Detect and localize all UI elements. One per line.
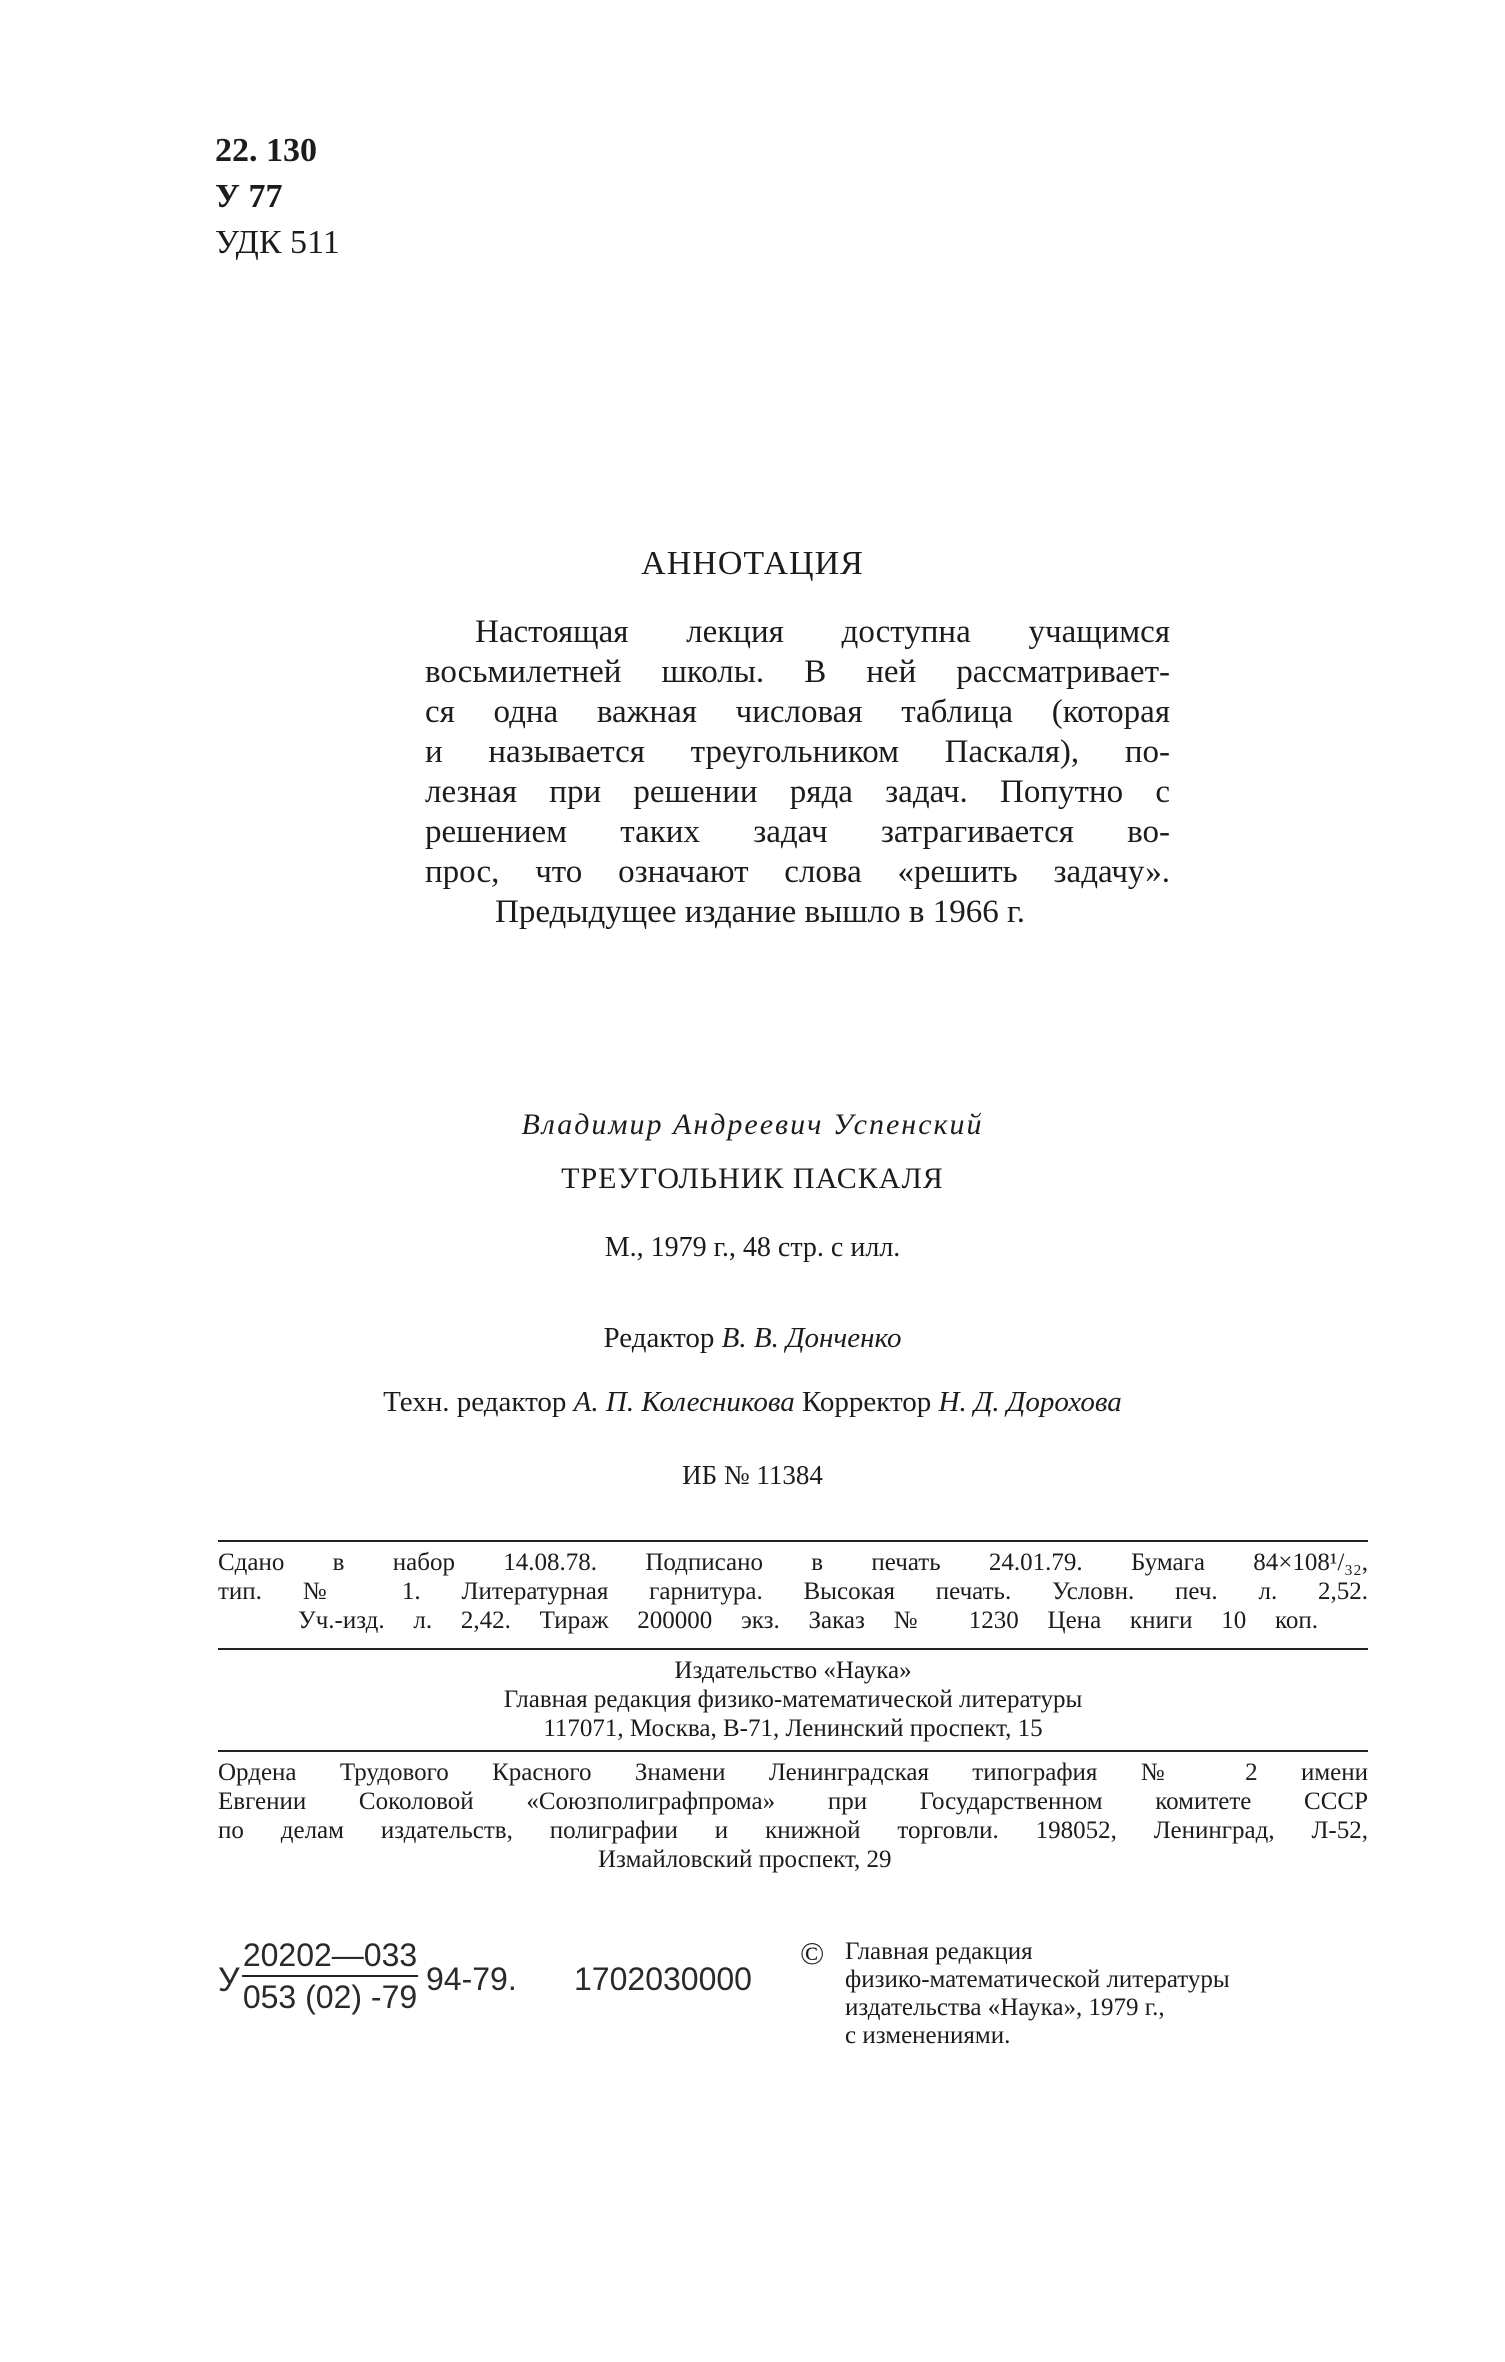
annotation-line: восьмилетней школы. В ней рассматривает- [425,654,1170,690]
annotation-line: и называется треугольником Паскаля), по- [425,734,1170,770]
editor-label: Редактор [603,1322,715,1354]
annotation-line: Настоящая лекция доступна учащимся [475,614,1170,650]
annotation-line: ся одна важная числовая таблица (которая [425,694,1170,730]
copyright-line: издательства «Наука», 1979 г., [845,1994,1165,2021]
divider [218,1648,1368,1650]
copyright-block [800,1935,1230,2050]
book-title: ТРЕУГОЛЬНИК ПАСКАЛЯ [561,1162,944,1195]
publisher-line: Главная редакция физико-математической литературы [503,1686,1083,1713]
print-details [218,1548,1368,1635]
copyright-line: с изменениями. [845,2022,1011,2049]
copyright-line: физико-математической литературы [845,1966,1230,1993]
publisher-line: Издательство «Наука» [674,1657,912,1684]
printer-block [218,1758,1368,1874]
bbk-code: 22. 130 [215,132,317,169]
code-numerator: 20202—033 [242,1937,418,1973]
corrector-name: Н. Д. Дорохова [938,1386,1122,1418]
annotation-line: лезная при решении ряда задач. Попутно с [425,774,1170,810]
printer-line: Измайловский проспект, 29 [598,1846,892,1873]
annotation-body [425,612,1170,932]
code-number: 1702030000 [574,1961,752,1997]
code-denominator: 053 (02) -79 [242,1979,418,2015]
code-prefix: У [218,1961,240,1999]
udk-code: УДК 511 [215,224,340,261]
editor-line [0,1322,1505,1355]
corrector-label: Корректор [801,1386,932,1418]
publication-info: М., 1979 г., 48 стр. с илл. [604,1232,901,1263]
divider [218,1540,1368,1542]
printer-line: Евгении Соколовой «Союзполиграфпрома» при Государственном комитете СССР [218,1788,1368,1815]
tech-editor-line [0,1386,1505,1419]
print-details-line: тип. № 1. Литературная гарнитура. Высокая печать. Условн. печ. л. 2,52. [218,1578,1368,1605]
previous-edition-note: Предыдущее издание вышло в 1966 г. [495,894,1026,930]
classification-block [215,128,340,266]
ib-number: ИБ № 11384 [682,1460,823,1490]
publisher-block [218,1656,1368,1743]
print-details-line: Уч.-изд. л. 2,42. Тираж 200000 экз. Заказ № 1230 Цена книги 10 коп. [298,1607,1318,1634]
copyright-icon: © [800,1935,825,1971]
printer-line: Ордена Трудового Красного Знамени Ленинградская типография № 2 имени [218,1759,1368,1786]
annotation-line: решением таких задач затрагивается во- [425,814,1170,850]
copyright-line: Главная редакция [845,1938,1033,1965]
editor-name: В. В. Донченко [721,1322,902,1354]
tech-editor-name: А. П. Колесникова [573,1386,795,1418]
code-suffix: 94-79. [426,1961,517,1997]
tech-editor-label: Техн. редактор [383,1386,567,1418]
printer-line: по делам издательств, полиграфии и книжной торговли. 198052, Ленинград, Л-52, [218,1817,1368,1844]
publisher-line: 117071, Москва, В-71, Ленинский проспект, 15 [543,1715,1043,1742]
code-fraction [242,1935,418,2017]
author-mark: У 77 [215,178,283,215]
divider [218,1750,1368,1752]
annotation-title: АННОТАЦИЯ [641,545,864,582]
author-name: Владимир Андреевич Успенский [521,1108,984,1141]
annotation-line: прос, что означают слова «решить задачу». [425,854,1170,890]
print-details-line: Сдано в набор 14.08.78. Подписано в печать 24.01.79. Бумага 84×108¹/₃₂, [218,1549,1368,1576]
